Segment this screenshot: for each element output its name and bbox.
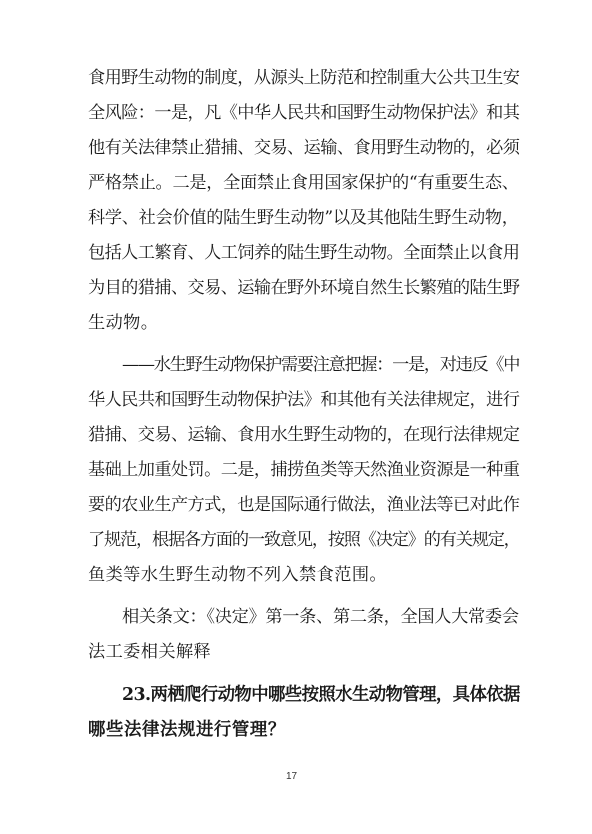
text-line: 食用野生动物的制度，从源头上防范和控制重大公共卫生安: [88, 68, 520, 88]
text-line: 他有关法律禁止猎捕、交易、运输、食用野生动物的，必须: [88, 138, 520, 158]
text-line: 包括人工繁育、人工饲养的陆生野生动物。全面禁止以食用: [88, 243, 520, 263]
text-line: 生动物。: [88, 313, 159, 333]
text-line: 要的农业生产方式，也是国际通行做法，渔业法等已对此作: [88, 495, 520, 515]
question-line: 哪些法律法规进行管理？: [88, 720, 286, 740]
question-line: 23.两栖爬行动物中哪些按照水生动物管理，具体依据: [122, 685, 520, 705]
text-line: 鱼类等水生野生动物不列入禁食范围。: [88, 565, 387, 585]
page-number: 17: [286, 771, 298, 782]
text-line: 华人民共和国野生动物保护法》和其他有关法律规定，进行: [88, 390, 520, 410]
text-line: 了规范，根据各方面的一致意见，按照《决定》的有关规定，: [88, 530, 520, 550]
text-line: 严格禁止。二是，全面禁止食用国家保护的“有重要生态、: [88, 173, 519, 193]
text-line: 相关条文：《决定》第一条、第二条，全国人大常委会: [122, 607, 519, 627]
text-line: 全风险：一是，凡《中华人民共和国野生动物保护法》和其: [88, 103, 520, 123]
text-line: 基础上加重处罚。二是，捕捞鱼类等天然渔业资源是一种重: [88, 460, 520, 480]
text-line: 为目的猎捕、交易、运输在野外环境自然生长繁殖的陆生野: [88, 278, 520, 298]
text-line: ——水生野生动物保护需要注意把握：一是，对违反《中: [122, 355, 520, 375]
text-line: 法工委相关解释: [88, 642, 212, 662]
text-line: 猎捕、交易、运输、食用水生野生动物的，在现行法律规定: [88, 425, 520, 445]
text-line: 科学、社会价值的陆生野生动物”以及其他陆生野生动物，: [88, 208, 519, 228]
